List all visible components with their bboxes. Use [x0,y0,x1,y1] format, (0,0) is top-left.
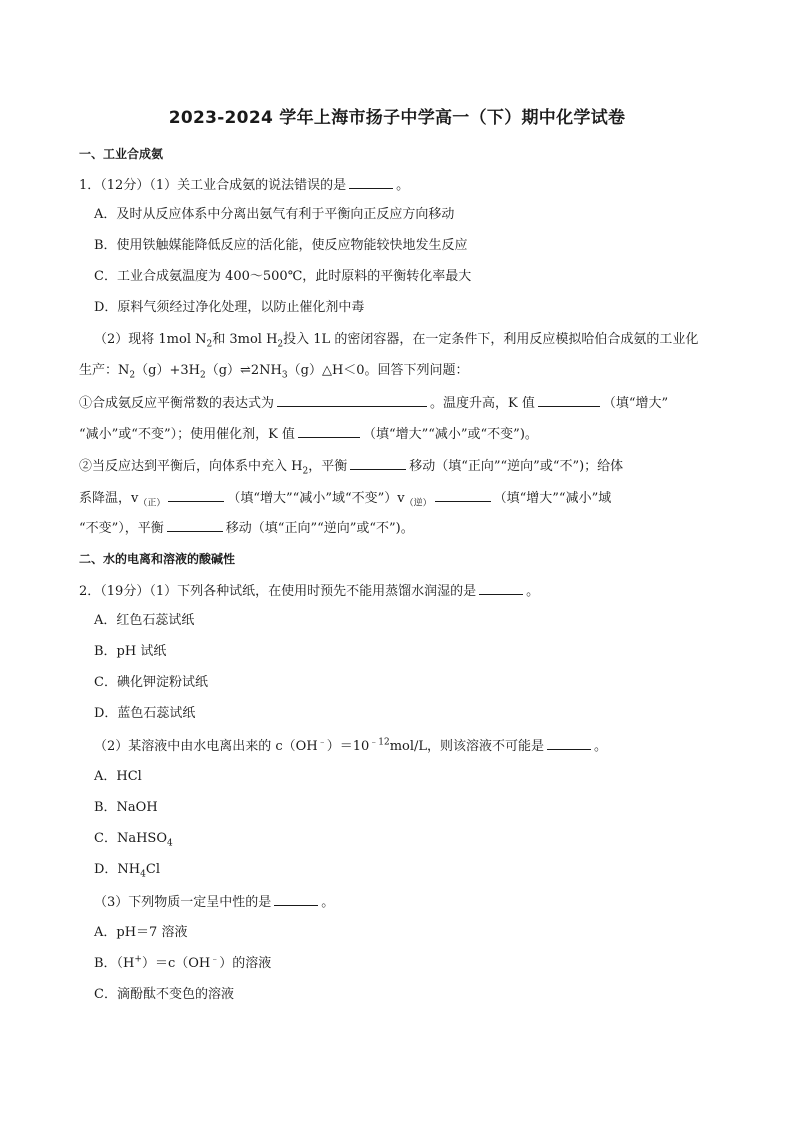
q2-opt3-b-text-a: B．（H [94,956,135,971]
q1-s2-v-reverse-sub: （逆） [404,498,432,509]
q1-s2-line3-b: 移动（填“正向”“逆向”或“不”)。 [225,521,414,536]
q1-p2-text-b: 和 3mol H [212,332,278,347]
q1-s2-sub: 2 [302,466,309,477]
q1-s1-blank-2 [538,394,600,407]
q1-s1-text-b: 。温度升高，K 值 [430,396,535,411]
q2-option1-b: B．pH 试纸 [94,644,167,659]
q2-opt3-b-text-b: ）＝c（OH [141,956,211,971]
q2-option1-a: A．红色石蕊试纸 [94,613,195,628]
q2-part3-stem [94,893,334,912]
q1-s2-blank-3 [435,489,491,502]
q2-opt2-c-text: C．NaHSO [94,831,167,846]
q2-option3-c: C．滴酚酞不变色的溶液 [94,987,234,1002]
q1-sub2-line2 [79,489,611,508]
q1-sub1-line2 [79,425,538,444]
q1-p2-sub1: 2 [206,339,213,350]
q1-eq-sub3: 3 [281,370,288,381]
q1-part2-line1 [94,331,698,349]
q1-s1-text-c: （填“增大” [602,396,669,411]
q1-s2-line3-a: “不变”），平衡 [79,521,164,536]
q1-option-d: D．原料气须经过净化处理，以防止催化剂中毒 [94,300,365,315]
q2-p3-end: 。 [321,895,335,910]
q2-stem-end: 。 [526,584,540,599]
q1-part2-line2 [79,362,469,380]
q1-option-c: C．工业合成氨温度为 400～500℃，此时原料的平衡转化率最大 [94,269,472,284]
q2-answer-blank-2 [547,737,591,750]
q2-option3-a: A．pH＝7 溶液 [94,925,188,940]
q1-s2-text-a: ②当反应达到平衡后，向体系中充入 H [79,459,303,474]
q1-s1-line2-a: “减小”或“不变”）；使用催化剂，K 值 [79,427,295,442]
q1-s2-v-forward-sub: （正） [138,498,166,509]
q1-s2-blank-1 [350,457,406,470]
q2-opt2-d-sub: 4 [140,869,146,880]
q1-s1-blank-1 [277,394,427,407]
q2-p2-text-a: （2）某溶液中由水电离出来的 c（OH [94,739,318,754]
q2-option1-c: C．碘化钾淀粉试纸 [94,675,208,690]
q2-p2-sup2: ﹣12 [369,737,390,748]
q1-s2-line2-a: 系降温，v [79,491,139,506]
q1-stem-end: 。 [396,178,410,193]
q1-sub1-line1 [79,394,668,413]
q1-eq-b: （g）+3H [135,363,200,378]
q2-answer-blank-3 [274,893,318,906]
q1-s1-line2-b: （填“增大”“减小”或“不变”)。 [362,427,538,442]
q1-s2-text-c: 移动（填“正向”“逆向”或“不”)；给体 [409,459,624,474]
q2-p2-sup1: ﹣ [317,737,327,748]
q1-p2-sub2: 2 [277,339,284,350]
q2-option2-a: A．HCl [94,769,142,784]
q1-p2-text-c: 投入 1L 的密闭容器，在一定条件下，利用反应模拟哈伯合成氨的工业化 [283,332,699,347]
q1-s2-line2-c: （填“增大”“减小”域 [493,491,612,506]
q1-sub2-line3 [79,519,414,538]
q1-s1-blank-3 [298,425,360,438]
q2-p3-text: （3）下列物质一定呈中性的是 [94,895,272,910]
q1-p2-text-a: （2）现将 1mol N [94,332,207,347]
q2-option2-d [94,861,160,879]
q2-opt2-d-end: Cl [145,862,160,877]
q2-option3-b [94,955,271,973]
q2-answer-blank-1 [479,582,523,595]
q2-stem [79,582,539,601]
q1-sub2-line1 [79,457,623,476]
q2-opt3-b-sup2: ﹣ [210,954,220,965]
q1-s2-line2-b: （填“增大”“减小”域“不变”）v [227,491,405,506]
q1-stem-text: 1．（12分）（1）关工业合成氨的说法错误的是 [79,178,347,193]
q1-s2-text-b: ，平衡 [308,459,348,474]
q1-option-b: B．使用铁触媒能降低反应的活化能，使反应物能较快地发生反应 [94,238,468,253]
q2-p2-text-b: ）＝10 [326,739,370,754]
q1-stem [79,176,409,195]
q1-s1-text-a: ①合成氨反应平衡常数的表达式为 [79,396,275,411]
q1-eq-sub2: 2 [199,370,206,381]
q2-option2-c [94,830,173,848]
q2-part2-stem [94,737,607,756]
q1-option-a: A．及时从反应体系中分离出氨气有利于平衡向正反应方向移动 [94,207,455,222]
q2-option1-d: D．蓝色石蕊试纸 [94,706,196,721]
q2-option2-b: B．NaOH [94,800,158,815]
q1-eq-a: 生产：N [79,363,130,378]
page-title: 2023-2024 学年上海市扬子中学高一（下）期中化学试卷 [168,108,626,128]
q2-p2-text-c: mol/L，则该溶液不可能是 [389,739,545,754]
q1-eq-sub1: 2 [129,370,136,381]
section-heading-2: 二、水的电离和溶液的酸碱性 [79,552,236,566]
q1-eq-c: （g）⇌2NH [205,363,282,378]
q1-s2-blank-4 [167,519,223,532]
q2-opt3-b-sup1: + [134,954,142,965]
q1-eq-d: （g）△H＜0。回答下列问题： [287,363,469,378]
q1-s2-blank-2 [168,489,224,502]
q2-opt3-b-text-c: ）的溶液 [219,956,272,971]
section-heading-1: 一、工业合成氨 [79,147,164,161]
q2-p2-end: 。 [594,739,608,754]
q2-stem-text: 2．（19分）（1）下列各种试纸，在使用时预先不能用蒸馏水润湿的是 [79,584,477,599]
q1-answer-blank [349,176,393,189]
q2-opt2-c-sub: 4 [166,838,173,849]
q2-opt2-d-text: D．NH [94,862,141,877]
